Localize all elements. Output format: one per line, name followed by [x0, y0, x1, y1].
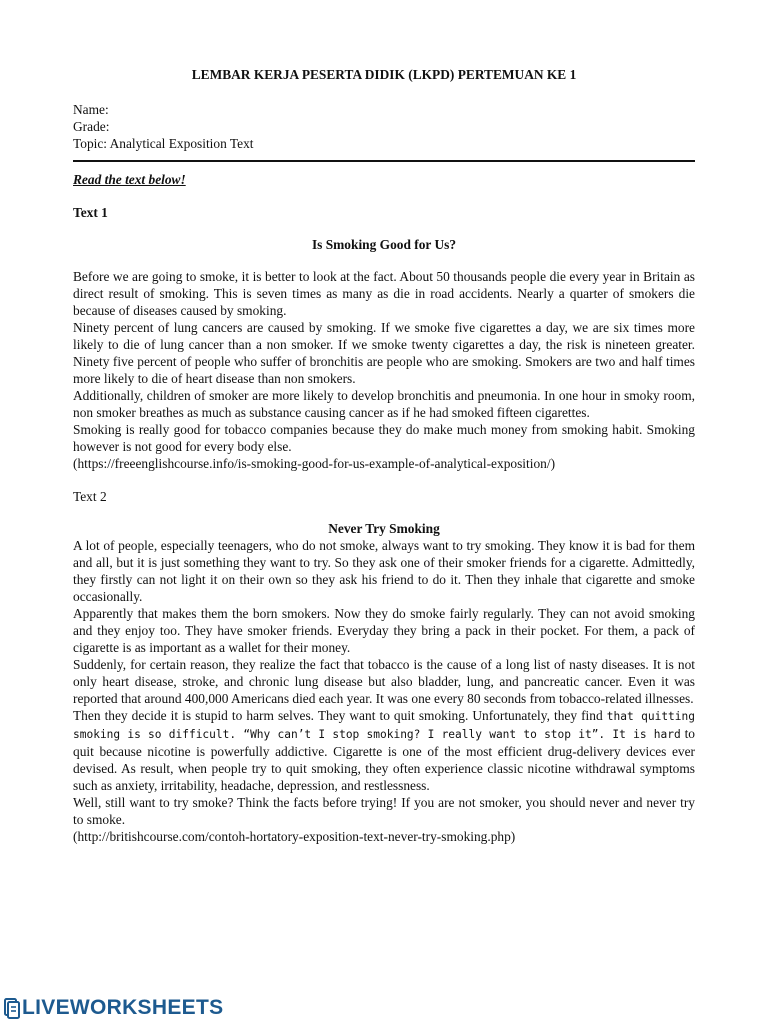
worksheet-title: LEMBAR KERJA PESERTA DIDIK (LKPD) PERTEMUAN KE 1 — [191, 67, 577, 82]
text2-source-link: (http://britishcourse.com/contoh-hortatory-exposition-text-never-try-smoking.php) — [73, 829, 516, 844]
text2-title: Never Try Smoking — [328, 521, 440, 536]
text2-paragraph: A lot of people, especially teenagers, who do not smoke, always want to try smoking. They know it is bad for them and all, but it is just something they want to try. So they ask one of their smoker friends for a cigarette. Admittedly, they firstly can not light it on their own so they ask his friend to do it. Then they inhale that cigarette and smoke occasionally. — [73, 538, 695, 604]
liveworksheets-logo-text: LIVEWORKSHEETS — [22, 996, 224, 1019]
text1-paragraph: Ninety percent of lung cancers are caused by smoking. If we smoke five cigarettes a day, we are six times more likely to die of lung cancer than a non smoker. If we smoke twenty cigarettes a day, the risk is nineteen greater. Ninety five percent of people who suffer of bronchitis are people who are smoking. Smokers are two and half times more likely to die of heart disease than non smokers. — [73, 320, 695, 386]
topic-line: Topic: Analytical Exposition Text — [73, 136, 254, 151]
grade-label: Grade: — [73, 119, 110, 134]
name-label: Name: — [73, 102, 109, 117]
text2-paragraph-4 — [73, 707, 695, 794]
text1-paragraph: Before we are going to smoke, it is better to look at the fact. About 50 thousands people die every year in Britain as direct result of smoking. This is seven times as many as die in road accidents. Nearly a quarter of smokers die because of diseases caused by smoking. — [73, 269, 695, 318]
text2-paragraph-4-start: Then they decide it is stupid to harm selves. They want to quit smoking. Unfortunately, they find — [73, 708, 603, 723]
text1-label: Text 1 — [73, 205, 108, 220]
text2-paragraph-4-end: to quit because nicotine is powerfully addictive. Cigarette is one of the most efficient drug-delivery devices ever devised. As result, when people try to quit smoking, they often experience classic nicotine withdrawal symptoms such as anxiety, irritability, headache, depression, and restlessness. — [73, 726, 695, 793]
text1-paragraph: Smoking is really good for tobacco companies because they do make much money from smoking habit. Smoking however is not good for every body else. — [73, 422, 695, 454]
text2-label: Text 2 — [73, 489, 107, 504]
text2-paragraph: Well, still want to try smoke? Think the facts before trying! If you are not smoker, you should never and never try to smoke. — [73, 795, 695, 827]
header-divider — [73, 160, 695, 162]
reading-instruction: Read the text below! — [73, 172, 186, 187]
liveworksheets-logo-icon — [4, 997, 20, 1019]
text2-paragraph: Suddenly, for certain reason, they realize the fact that tobacco is the cause of a long list of nasty diseases. It is not only heart disease, stroke, and chronic lung disease but also bladder, lung, and pancreatic cancer. Even it was reported that around 400,000 Americans died each year. It was one every 80 seconds from tobacco-related illnesses. — [73, 657, 695, 706]
text1-paragraph: Additionally, children of smoker are more likely to develop bronchitis and pneumonia. In one hour in smoky room, non smoker breathes as much as substance causing cancer as if he had smoked fifteen cigarettes. — [73, 388, 695, 420]
worksheet-page — [73, 66, 695, 845]
text2-paragraph: Apparently that makes them the born smokers. Now they do smoke fairly regularly. They can not avoid smoking and they enjoy too. They have smoker friends. Everyday they bring a pack in their pocket. For them, a pack of cigarette is as important as a wallet for their money. — [73, 606, 695, 655]
text1-source-link: (https://freeenglishcourse.info/is-smoking-good-for-us-example-of-analytical-exposition/) — [73, 456, 556, 471]
liveworksheets-logo — [4, 996, 223, 1020]
text1-title: Is Smoking Good for Us? — [311, 237, 457, 252]
text2-paragraph-4-typewriter-line: that quitting smoking is so difficult. “Why can’t I stop smoking? I really want to stop it”. It is hard — [73, 710, 695, 741]
